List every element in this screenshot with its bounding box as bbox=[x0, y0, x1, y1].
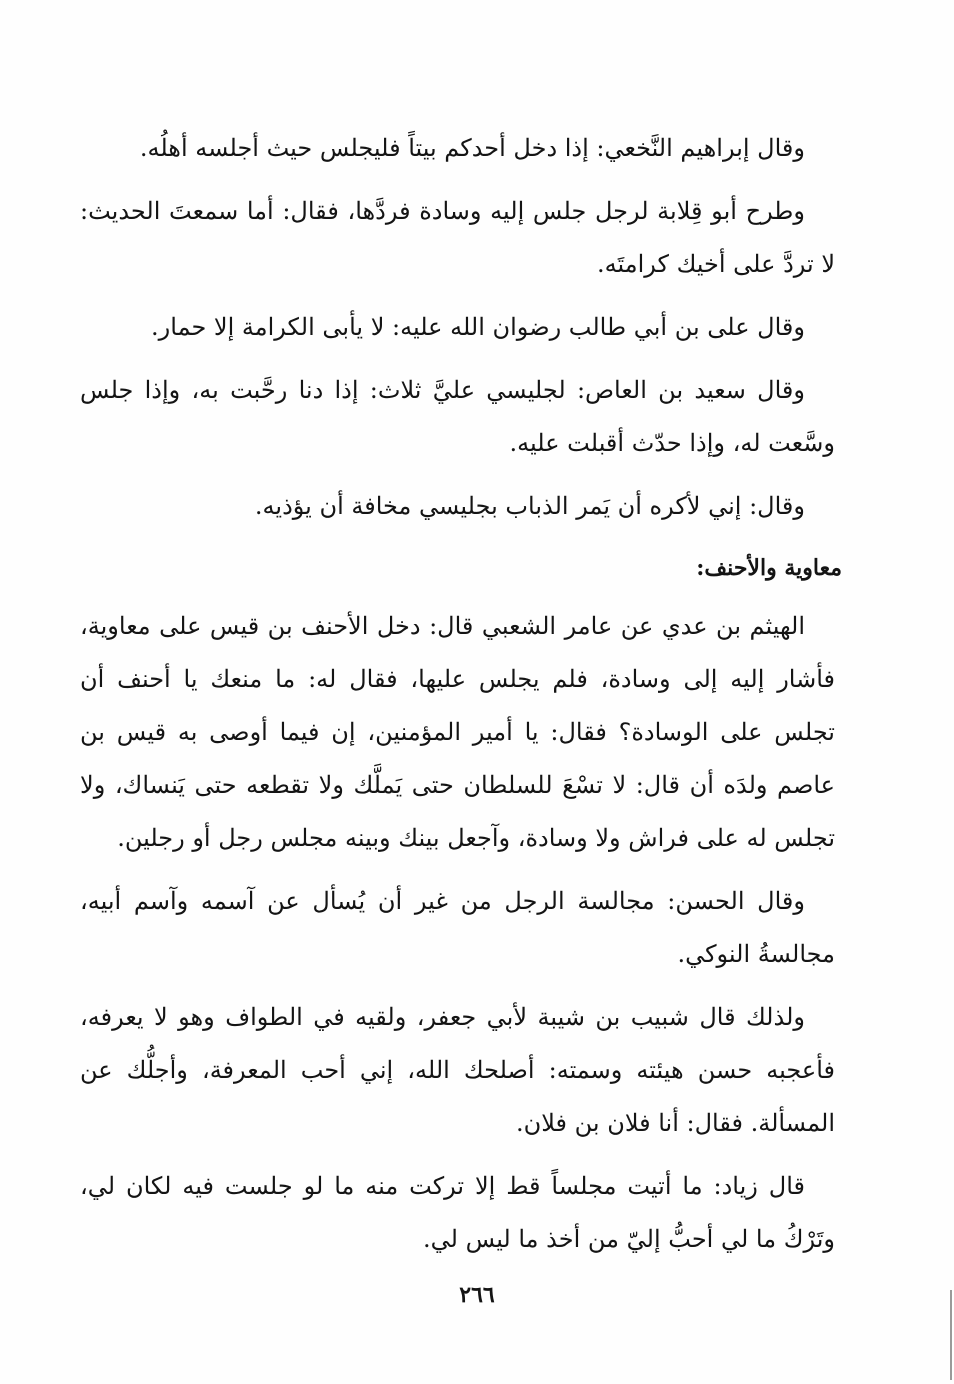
lower-text bbox=[80, 600, 835, 1266]
paragraph-nakhai: وقال إبراهيم النَّخعي: إذا دخل أحدكم بيتاً فليجلس حيث أجلسه أهلُه. bbox=[139, 134, 805, 162]
upper-text bbox=[80, 122, 835, 533]
page-number: ٢٦٦ bbox=[459, 1282, 495, 1308]
paragraph-ziyad: قال زياد: ما أتيت مجلساً قط إلا تركت منه ما لو جلست فيه لكان لي، وتَرْكُ ما لي أحبُّ إليّ من أخذ ما ليس لي. bbox=[80, 1172, 835, 1253]
paragraph-hasan: وقال الحسن: مجالسة الرجل من غير أن يُسأل عن آسمه وآسم أبيه، مجالسةُ النوكي. bbox=[80, 887, 835, 968]
paragraph-said: وقال سعيد بن العاص: لجليسي عليَّ ثلاث: إذا دنا رحَّبت به، وإذا جلس وسَّعت له، وإذا حدّث أقبلت عليه. bbox=[80, 376, 835, 457]
paragraph-flies: وقال: إني لأكره أن يَمر الذباب بجليسي مخافة أن يؤذيه. bbox=[254, 492, 805, 520]
paragraph-shabib: ولذلك قال شبيب بن شيبة لأبي جعفر، ولقيه في الطواف وهو لا يعرفه، فأعجبه حسن هيئته وسمته: أصلحك الله، إني أحب المعرفة، وأجلُّك عن المسألة. فقال: أنا فلان بن فلان. bbox=[80, 1003, 835, 1137]
paragraph-ali: وقال على بن أبي طالب رضوان الله عليه: لا يأبى الكرامة إلا حمار. bbox=[151, 313, 805, 341]
section-heading: معاوية والأحنف: bbox=[696, 555, 842, 581]
scan-edge-line bbox=[950, 1290, 952, 1380]
paragraph-abu-qilaba: وطرح أبو قِلابة لرجل جلس إليه وسادة فردَّها، فقال: أما سمعتَ الحديث: لا تردَّ على أخيك كرامتَه. bbox=[80, 197, 835, 278]
paragraph-ahnaf: الهيثم بن عدي عن عامر الشعبي قال: دخل الأحنف بن قيس على معاوية، فأشار إليه إلى وسادة، فلم يجلس عليها، فقال له: ما منعك يا أحنف أن تجلس على الوسادة؟ فقال: يا أمير المؤمنين، إن فيما أوصى به قيس بن عاصم ولدَه أن قال: لا تسْعَ للسلطان حتى يَملَّك ولا تقطعه حتى يَنساك، ولا تجلس له على فراش ولا وسادة، وآجعل بينك وبينه مجلس رجل أو رجلين. bbox=[80, 612, 835, 852]
